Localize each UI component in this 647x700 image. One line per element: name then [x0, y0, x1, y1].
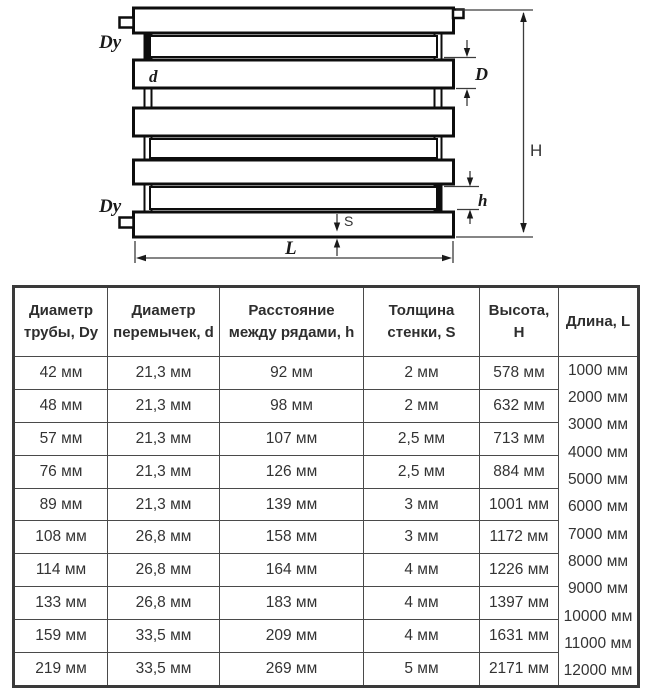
table-row: [14, 389, 639, 422]
table-cell: 269 мм: [220, 653, 364, 687]
table-cell: 1001 мм: [480, 488, 559, 521]
length-options-cell: [559, 357, 639, 687]
table-cell: 26,8 мм: [108, 521, 220, 554]
dim-arrow: [464, 89, 470, 98]
table-row: [14, 521, 639, 554]
pipe-row-front: [134, 60, 454, 88]
table-cell: 2 мм: [364, 389, 480, 422]
table-cell: 107 мм: [220, 422, 364, 455]
table-cell: 42 мм: [14, 357, 108, 390]
table-cell: 92 мм: [220, 357, 364, 390]
spec-table-container: [12, 285, 637, 688]
table-row: [14, 422, 639, 455]
table-cell: 57 мм: [14, 422, 108, 455]
table-cell: 3 мм: [364, 521, 480, 554]
length-option: 2000 мм: [567, 388, 629, 406]
dim-arrow: [467, 210, 473, 219]
column-header-pipe-diameter: Диаметр трубы, Dy: [14, 287, 108, 357]
pipe-row-front: [134, 160, 454, 184]
table-cell: 4 мм: [364, 620, 480, 653]
dim-arrow: [334, 239, 340, 248]
register-diagram-svg: [0, 0, 647, 283]
outlet-stub: [453, 10, 464, 19]
table-cell: 5 мм: [364, 653, 480, 687]
dim-arrow: [464, 48, 470, 57]
table-cell: 2171 мм: [480, 653, 559, 687]
column-header-length: Длина, L: [559, 287, 639, 357]
table-cell: 114 мм: [14, 554, 108, 587]
table-cell: 126 мм: [220, 455, 364, 488]
table-cell: 164 мм: [220, 554, 364, 587]
pipe-row-back: [150, 139, 437, 158]
column-header-wall-thickness: Толщина стенки, S: [364, 287, 480, 357]
dim-arrow: [442, 255, 452, 262]
label-h: h: [478, 191, 488, 210]
table-row: [14, 554, 639, 587]
length-option: 4000 мм: [567, 443, 629, 461]
pipe-row-front: [134, 8, 454, 33]
table-row: [14, 455, 639, 488]
jumper-pipe: [145, 86, 152, 110]
table-cell: 139 мм: [220, 488, 364, 521]
dim-arrow: [520, 12, 527, 22]
table-cell: 632 мм: [480, 389, 559, 422]
inlet-stub: [120, 18, 134, 28]
length-option: 10000 мм: [563, 607, 633, 625]
table-cell: 2,5 мм: [364, 422, 480, 455]
length-option: 6000 мм: [567, 498, 629, 516]
table-cell: 21,3 мм: [108, 389, 220, 422]
pipe-row-back: [150, 187, 437, 209]
dim-arrow: [136, 255, 146, 262]
table-cell: 89 мм: [14, 488, 108, 521]
table-cell: 209 мм: [220, 620, 364, 653]
pipe-row-back: [150, 36, 437, 57]
table-cell: 713 мм: [480, 422, 559, 455]
table-cell: 33,5 мм: [108, 653, 220, 687]
length-option: 8000 мм: [567, 552, 629, 570]
pipe-row-front: [134, 108, 454, 136]
table-cell: 21,3 мм: [108, 357, 220, 390]
table-cell: 21,3 мм: [108, 422, 220, 455]
length-option: 11000 мм: [564, 634, 632, 652]
jumper-pipe: [435, 86, 442, 110]
table-row: [14, 653, 639, 687]
inlet-stub: [120, 218, 134, 228]
label-d: d: [149, 67, 158, 86]
table-row: [14, 620, 639, 653]
label-H: H: [530, 141, 543, 160]
label-D: D: [475, 64, 488, 84]
table-row: [14, 587, 639, 620]
table-cell: 158 мм: [220, 521, 364, 554]
table-cell: 884 мм: [480, 455, 559, 488]
table-cell: 33,5 мм: [108, 620, 220, 653]
table-cell: 4 мм: [364, 587, 480, 620]
length-option: 3000 мм: [567, 416, 629, 434]
table-row: [14, 357, 639, 390]
dim-arrow: [467, 178, 473, 187]
table-row: [14, 488, 639, 521]
table-cell: 21,3 мм: [108, 455, 220, 488]
table-cell: 3 мм: [364, 488, 480, 521]
label-dy-top: Dy: [99, 32, 122, 53]
table-cell: 1397 мм: [480, 587, 559, 620]
column-header-jumper-diameter: Диаметр перемычек, d: [108, 287, 220, 357]
table-cell: 108 мм: [14, 521, 108, 554]
table-cell: 159 мм: [14, 620, 108, 653]
table-cell: 219 мм: [14, 653, 108, 687]
pipe-register-spec-table: [12, 285, 640, 688]
length-option: 12000 мм: [563, 662, 633, 680]
table-cell: 48 мм: [14, 389, 108, 422]
table-cell: 133 мм: [14, 587, 108, 620]
table-cell: 4 мм: [364, 554, 480, 587]
table-cell: 2,5 мм: [364, 455, 480, 488]
label-L: L: [285, 238, 297, 259]
table-cell: 26,8 мм: [108, 554, 220, 587]
table-cell: 76 мм: [14, 455, 108, 488]
length-options-list: [562, 357, 634, 685]
register-diagram: [0, 0, 647, 283]
table-cell: 98 мм: [220, 389, 364, 422]
column-header-row-spacing: Расстояние между рядами, h: [220, 287, 364, 357]
label-dy-bottom: Dy: [99, 196, 122, 217]
column-header-height: Высота, H: [480, 287, 559, 357]
length-option: 9000 мм: [567, 580, 629, 598]
header-row: [14, 287, 639, 357]
length-option: 1000 мм: [567, 361, 629, 379]
table-cell: 1172 мм: [480, 521, 559, 554]
table-cell: 1631 мм: [480, 620, 559, 653]
table-cell: 183 мм: [220, 587, 364, 620]
label-S: S: [344, 213, 354, 229]
table-cell: 1226 мм: [480, 554, 559, 587]
length-option: 5000 мм: [567, 470, 629, 488]
table-cell: 578 мм: [480, 357, 559, 390]
length-option: 7000 мм: [567, 525, 629, 543]
table-cell: 26,8 мм: [108, 587, 220, 620]
table-cell: 2 мм: [364, 357, 480, 390]
table-cell: 21,3 мм: [108, 488, 220, 521]
pipe-row-front: [134, 212, 454, 237]
dim-arrow: [520, 223, 527, 233]
